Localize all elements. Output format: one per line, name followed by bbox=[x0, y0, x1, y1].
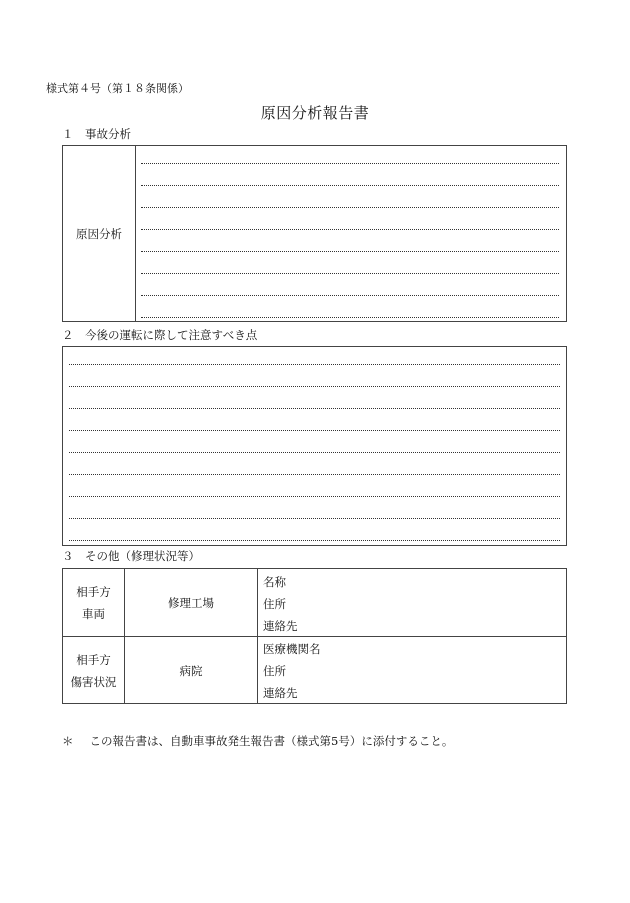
field-label-contact: 連絡先 bbox=[263, 619, 298, 633]
dotted-writing-line bbox=[141, 163, 559, 164]
dotted-writing-line bbox=[69, 452, 560, 453]
dotted-writing-line bbox=[141, 251, 559, 252]
cause-analysis-writing-area bbox=[141, 146, 559, 321]
row-fields-cell bbox=[263, 637, 566, 704]
category-line2: 車両 bbox=[82, 606, 105, 621]
field-label-address: 住所 bbox=[263, 597, 286, 611]
dotted-writing-line bbox=[141, 317, 559, 318]
form-number: 様式第４号（第１８条関係） bbox=[46, 82, 189, 95]
dotted-writing-line bbox=[69, 386, 560, 387]
note-marker: ＊ bbox=[62, 734, 74, 748]
row-type-cell: 病院 bbox=[125, 637, 258, 704]
section1-heading: １ 事故分析 bbox=[62, 127, 131, 141]
row-type-cell: 修理工場 bbox=[125, 569, 258, 636]
dotted-writing-line bbox=[69, 496, 560, 497]
dotted-writing-line bbox=[141, 273, 559, 274]
dotted-writing-line bbox=[69, 364, 560, 365]
dotted-writing-line bbox=[69, 540, 560, 541]
future-precautions-writing-area bbox=[69, 347, 560, 545]
dotted-writing-line bbox=[141, 295, 559, 296]
category-line1: 相手方 bbox=[76, 584, 111, 599]
cause-analysis-box bbox=[62, 145, 567, 322]
field-label-name: 名称 bbox=[263, 575, 286, 589]
dotted-writing-line bbox=[141, 185, 559, 186]
section3-heading: ３ その他（修理状況等） bbox=[62, 549, 200, 563]
attachment-note bbox=[62, 733, 453, 749]
table-row-vehicle bbox=[63, 569, 566, 637]
section2-heading: ２ 今後の運転に際して注意すべき点 bbox=[62, 328, 258, 342]
dotted-writing-line bbox=[69, 430, 560, 431]
cause-analysis-label: 原因分析 bbox=[63, 146, 136, 321]
table-row-injury bbox=[63, 637, 566, 704]
row-category-cell bbox=[63, 569, 125, 636]
category-line2: 傷害状況 bbox=[70, 674, 117, 689]
other-status-table bbox=[62, 568, 567, 704]
document-title: 原因分析報告書 bbox=[260, 104, 370, 122]
field-label-contact: 連絡先 bbox=[263, 686, 298, 700]
dotted-writing-line bbox=[69, 518, 560, 519]
field-label-address: 住所 bbox=[263, 664, 286, 678]
category-line1: 相手方 bbox=[76, 652, 111, 667]
field-label-institution: 医療機関名 bbox=[263, 642, 321, 656]
dotted-writing-line bbox=[141, 207, 559, 208]
note-text: この報告書は、自動車事故発生報告書（様式第5号）に添付すること。 bbox=[89, 734, 454, 748]
dotted-writing-line bbox=[141, 229, 559, 230]
row-fields-cell bbox=[263, 569, 566, 636]
dotted-writing-line bbox=[69, 474, 560, 475]
future-precautions-box bbox=[62, 346, 567, 546]
row-category-cell bbox=[63, 637, 125, 704]
dotted-writing-line bbox=[69, 408, 560, 409]
